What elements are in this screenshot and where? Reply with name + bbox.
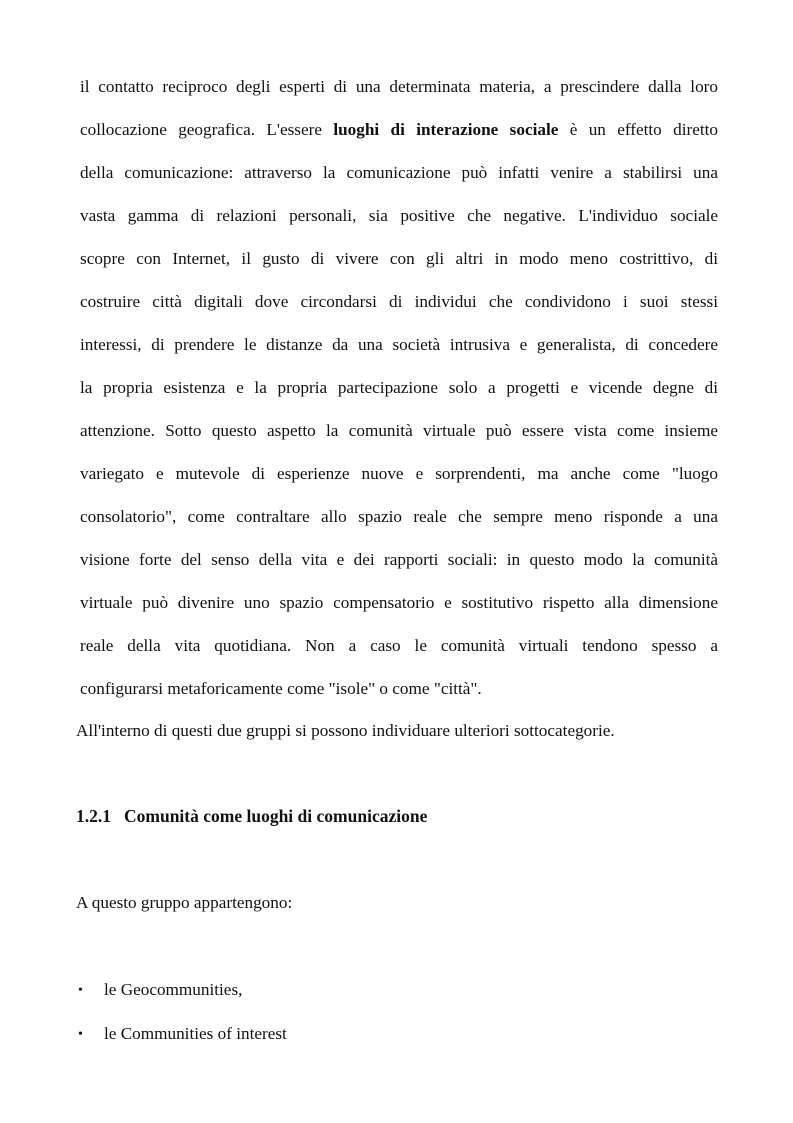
paragraph-line: attenzione. Sotto questo aspetto la comunità virtuale può essere vista come insieme bbox=[80, 421, 718, 440]
paragraph-line: visione forte del senso della vita e dei rapporti sociali: in questo modo la comunità bbox=[80, 550, 718, 569]
paragraph-line: la propria esistenza e la propria partecipazione solo a progetti e vicende degne di bbox=[80, 378, 718, 397]
list-item-text: le Geocommunities, bbox=[104, 980, 243, 999]
paragraph-line: consolatorio", come contraltare allo spazio reale che sempre meno risponde a una bbox=[80, 507, 718, 526]
paragraph-line: della comunicazione: attraverso la comunicazione può infatti venire a stabilirsi una bbox=[80, 163, 718, 182]
paragraph-line: il contatto reciproco degli esperti di una determinata materia, a prescindere dalla loro bbox=[80, 77, 718, 96]
bullet-icon: • bbox=[78, 983, 83, 998]
paragraph-line: variegato e mutevole di esperienze nuove e sorprendenti, ma anche come "luogo bbox=[80, 464, 718, 483]
section-title: Comunità come luoghi di comunicazione bbox=[124, 806, 428, 826]
body-paragraph bbox=[80, 77, 718, 722]
paragraph-line: vasta gamma di relazioni personali, sia positive che negative. L'individuo sociale bbox=[80, 206, 718, 225]
bold-phrase: luoghi di interazione sociale bbox=[333, 120, 559, 139]
subgroups-sentence: All'interno di questi due gruppi si possono individuare ulteriori sottocategorie. bbox=[76, 721, 615, 740]
paragraph-line bbox=[80, 120, 718, 163]
paragraph-line: interessi, di prendere le distanze da una società intrusiva e generalista, di concedere bbox=[80, 335, 718, 354]
paragraph-line: scopre con Internet, il gusto di vivere con gli altri in modo meno costrittivo, di bbox=[80, 249, 718, 268]
section-heading bbox=[76, 806, 427, 826]
paragraph-line: virtuale può divenire uno spazio compensatorio e sostitutivo rispetto alla dimensione bbox=[80, 593, 718, 612]
line-text: collocazione geografica. L'essere bbox=[80, 120, 334, 139]
paragraph-line: configurarsi metaforicamente come "isole" o come "città". bbox=[80, 679, 482, 698]
paragraph-line: costruire città digitali dove circondarsi di individui che condividono i suoi stessi bbox=[80, 292, 718, 311]
section-number: 1.2.1 bbox=[76, 806, 111, 826]
list-item bbox=[78, 980, 242, 1001]
list-item bbox=[78, 1024, 287, 1045]
line-text: è un effetto diretto bbox=[558, 120, 718, 139]
intro-sentence: A questo gruppo appartengono: bbox=[76, 893, 293, 912]
list-item-text: le Communities of interest bbox=[104, 1024, 287, 1043]
paragraph-line: reale della vita quotidiana. Non a caso le comunità virtuali tendono spesso a bbox=[80, 636, 718, 655]
bullet-icon: • bbox=[78, 1027, 83, 1042]
